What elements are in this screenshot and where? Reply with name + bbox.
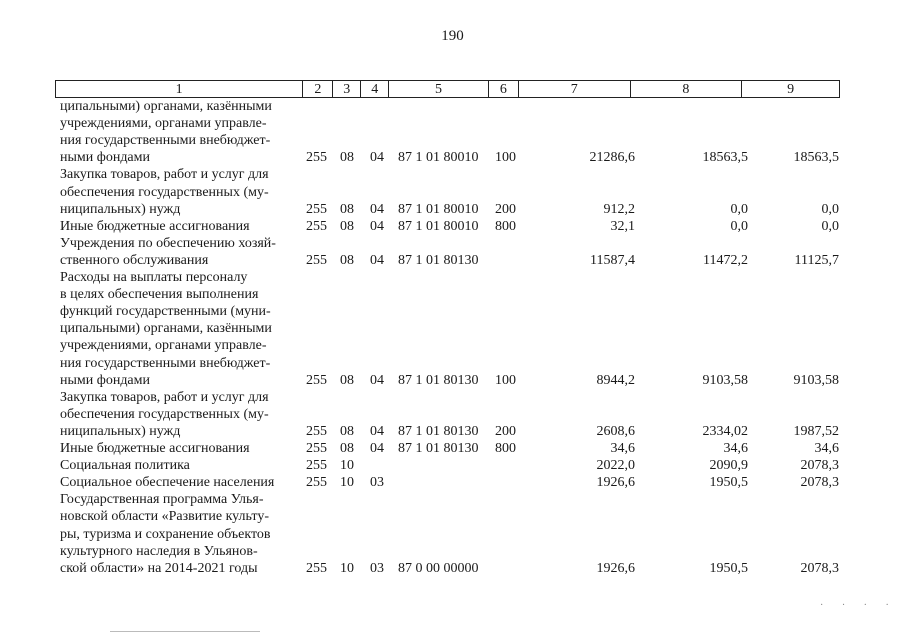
row-2-col-8: 0,0 [730,201,748,217]
row-3-col-9: 0,0 [821,218,839,234]
row-10-col-4: 03 [370,560,384,576]
row-5-col-2: 255 [306,372,327,388]
row-1-col-6: 100 [495,150,516,166]
row-4-col-4: 04 [370,252,384,268]
page-number: 190 [441,28,464,44]
row-4-col-5: 87 1 01 80130 [398,252,479,268]
row-10-col-2: 255 [306,560,327,576]
row-1-col-8: 18563,5 [702,150,748,166]
scan-artifact-dots: · · · · [820,600,897,611]
row-6-col-3: 08 [340,423,354,439]
row-5-text-line: в целях обеспечения выполнения [60,287,259,303]
row-8-col-2: 255 [306,458,327,474]
row-4-text-line: Учреждения по обеспечению хозяй- [60,235,276,251]
row-3-col-8: 0,0 [730,218,748,234]
row-8-text-line: Социальная политика [60,458,190,474]
header-col-3: 3 [333,81,361,97]
row-3-col-4: 04 [370,218,384,234]
row-6-text-line: ниципальных) нужд [60,423,181,439]
row-4-col-3: 08 [340,252,354,268]
row-1-text-line: учреждениями, органами управле- [60,116,267,132]
row-5-text-line: функций государственными (муни- [60,304,271,320]
row-8-col-8: 2090,9 [709,458,748,474]
row-9-col-3: 10 [340,475,354,491]
row-5-col-9: 9103,58 [793,372,839,388]
row-1-text-line: ными фондами [60,150,151,166]
row-7-col-2: 255 [306,441,327,456]
row-1-col-4: 04 [370,150,384,166]
row-5-text-line: ципальными) органами, казёнными [60,321,272,337]
row-9-col-4: 03 [370,475,384,491]
row-6-col-5: 87 1 01 80130 [398,423,479,439]
row-10-col-5: 87 0 00 00000 [398,560,479,576]
row-5-col-5: 87 1 01 80130 [398,372,479,388]
row-5-col-7: 8944,2 [596,372,635,388]
row-1-col-7: 21286,6 [589,150,635,166]
row-6-col-7: 2608,6 [596,423,635,439]
row-10-col-3: 10 [340,560,354,576]
row-1-col-9: 18563,5 [793,150,839,166]
row-6-text-line: обеспечения государственных (му- [60,406,269,422]
row-3-col-3: 08 [340,218,354,234]
row-3-col-2: 255 [306,218,327,234]
row-8-col-9: 2078,3 [800,458,839,474]
row-7-col-5: 87 1 01 80130 [398,441,479,456]
row-10-col-9: 2078,3 [800,560,839,576]
row-3-col-6: 800 [495,218,516,234]
row-10-text-line: новской области «Развитие культу- [60,509,269,525]
scan-artifact-line [110,631,260,632]
row-9-col-9: 2078,3 [800,475,839,491]
row-2-col-3: 08 [340,201,354,217]
row-1-col-2: 255 [306,150,327,166]
header-col-9: 9 [787,82,795,97]
header-col-2: 2 [303,81,333,97]
row-3-col-5: 87 1 01 80010 [398,218,479,234]
row-7-col-8: 34,6 [723,441,748,456]
row-9-col-8: 1950,5 [709,475,748,491]
row-7-col-9: 34,6 [814,441,839,456]
row-9-col-7: 1926,6 [596,475,635,491]
row-2-col-7: 912,2 [603,201,635,217]
row-10-text-line: ры, туризма и сохранение объектов [60,526,271,542]
row-5-text-line: ния государственными внебюджет- [60,355,271,371]
row-5-col-3: 08 [340,372,354,388]
header-col-7: 7 [519,81,631,97]
row-2-col-9: 0,0 [821,201,839,217]
row-10-col-8: 1950,5 [709,560,748,576]
row-2-col-4: 04 [370,201,384,217]
row-4-text-line: ственного обслуживания [60,252,209,268]
row-6-text-line: Закупка товаров, работ и услуг для [60,389,269,405]
row-2-col-6: 200 [495,201,516,217]
row-5-text-line: Расходы на выплаты персоналу [60,270,248,285]
row-10-text-line: культурного наследия в Ульянов- [60,543,258,559]
row-8-col-7: 2022,0 [596,458,635,474]
row-7-col-7: 34,6 [610,441,635,456]
header-col-8: 8 [631,81,743,97]
row-6-col-2: 255 [306,423,327,439]
header-col-6: 6 [489,81,519,97]
row-6-col-9: 1987,52 [793,423,839,439]
table-header-row [55,80,840,98]
row-7-col-4: 04 [370,441,384,456]
row-1-col-3: 08 [340,150,354,166]
row-5-text-line: ными фондами [60,372,151,388]
row-10-col-7: 1926,6 [596,560,635,576]
row-8-col-3: 10 [340,458,354,474]
row-1-text-line: ния государственными внебюджет- [60,133,271,149]
row-10-text-line: Государственная программа Улья- [60,492,264,508]
row-5-col-8: 9103,58 [702,372,748,388]
row-4-col-7: 11587,4 [590,252,635,268]
row-2-text-line: обеспечения государственных (му- [60,184,269,200]
row-7-col-3: 08 [340,441,354,456]
row-3-text-line: Иные бюджетные ассигнования [60,218,250,234]
row-2-text-line: ниципальных) нужд [60,201,181,217]
row-7-col-6: 800 [495,441,516,456]
row-6-col-4: 04 [370,423,384,439]
row-2-col-2: 255 [306,201,327,217]
row-10-text-line: ской области» на 2014-2021 годы [60,560,258,576]
row-1-col-5: 87 1 01 80010 [398,150,479,166]
row-9-text-line: Социальное обеспечение населения [60,475,275,491]
header-col-4: 4 [361,81,389,97]
row-2-text-line: Закупка товаров, работ и услуг для [60,167,269,183]
row-9-col-2: 255 [306,475,327,491]
row-5-text-line: учреждениями, органами управле- [60,338,267,354]
row-6-col-6: 200 [495,423,516,439]
row-3-col-7: 32,1 [610,218,635,234]
row-2-col-5: 87 1 01 80010 [398,201,479,217]
header-col-1: 1 [56,81,303,97]
row-5-col-4: 04 [370,372,384,388]
row-5-col-6: 100 [495,372,516,388]
header-col-5: 5 [389,81,489,97]
row-4-col-8: 11472,2 [703,252,748,268]
row-1-text-line: ципальными) органами, казёнными [60,99,272,114]
row-6-col-8: 2334,02 [702,423,748,439]
row-4-col-9: 11125,7 [794,252,839,268]
row-7-text-line: Иные бюджетные ассигнования [60,441,250,456]
row-4-col-2: 255 [306,252,327,268]
